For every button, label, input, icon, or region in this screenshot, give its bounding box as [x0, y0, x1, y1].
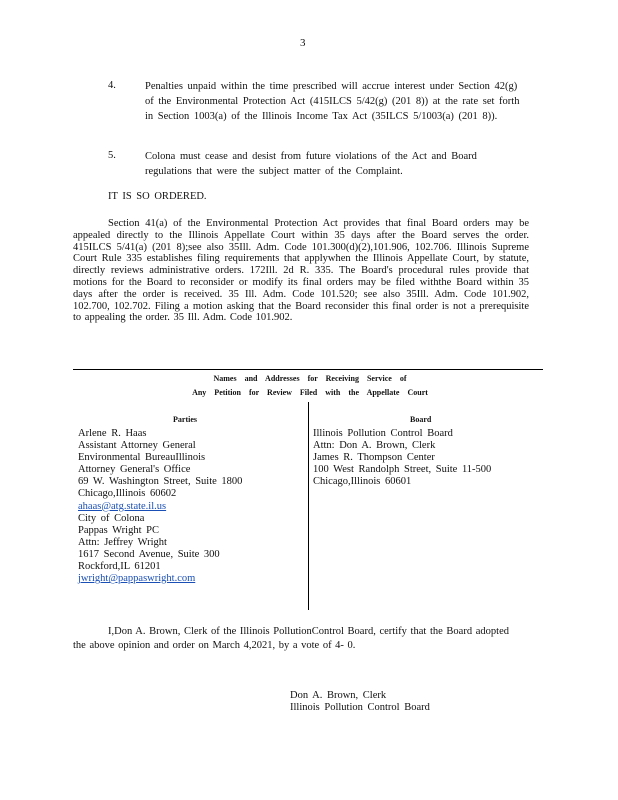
board-line: Chicago,Illinois 60601	[313, 476, 412, 488]
item-number-4: 4.	[108, 80, 116, 91]
table-header-line2: Any Petition for Review Filed with the Appellate Court	[192, 388, 428, 397]
item-number-5: 5.	[108, 150, 116, 161]
parties-line: Rockford,IL 61201	[78, 561, 161, 573]
parties-list	[78, 428, 303, 585]
item-text-4: Penalties unpaid within the time prescribed will accrue interest under Section 42(g) of the Environmental Protection Act (415ILCS 5/42(g) (201 8)) at the rate set forth in Section 1003(a) of the Illinois Income Tax Act (35ILCS 5/1003(a) (201 8)).	[145, 81, 520, 122]
parties-heading: Parties	[173, 415, 197, 424]
parties-line: Chicago,Illinois 60602	[78, 488, 177, 500]
signature-name: Don A. Brown, Clerk	[290, 690, 387, 701]
ordered-statement: IT IS SO ORDERED.	[108, 191, 207, 202]
parties-line: Arlene R. Haas	[78, 428, 147, 439]
table-top-rule	[73, 369, 543, 370]
board-line: 100 West Randolph Street, Suite 11-500	[313, 464, 492, 476]
appeal-paragraph: Section 41(a) of the Environmental Protection Act provides that final Board orders may be appealed directly to the Illinois Appellate Court within 35 days after the Board serves the order. 415ILCS 5/41(a) (201 8);see also 35Ill. Adm. Code 101.300(d)(2),101.906, 102.706. Illinois Supreme Court Rule 335 establishes filing requirements that applywhen the Illinois Appellate Court, by statute, directly reviews administrative orders. 172Ill. 2d R. 335. The Board's procedural rules provide that motions for the Board to reconsider or modify its final orders may be filed withthe Board within 35 days after the order is received. 35 Ill. Adm. Code 101.520; see also 35Ill. Adm. Code 101.902, 102.700, 102.702. Filing a motion asking that the Board reconsider this final order is not a prerequisite to appealing the order. 35 Ill. Adm. Code 101.902.	[73, 218, 529, 324]
page-number: 3	[300, 37, 306, 49]
board-line: Illinois Pollution Control Board	[313, 428, 453, 439]
haas-email-link[interactable]: ahaas@atg.state.il.us	[78, 500, 167, 512]
board-heading: Board	[410, 415, 432, 424]
board-line: James R. Thompson Center	[313, 452, 435, 464]
wright-email-link[interactable]: jwright@pappaswright.com	[78, 573, 196, 585]
signature-block	[290, 690, 430, 715]
signature-title: Illinois Pollution Control Board	[290, 702, 430, 714]
board-line: Attn: Don A. Brown, Clerk	[313, 440, 436, 452]
parties-line: City of Colona	[78, 512, 145, 524]
table-divider	[308, 402, 309, 610]
parties-line: 69 W. Washington Street, Suite 1800	[78, 476, 243, 488]
parties-line: Attorney General's Office	[78, 464, 191, 476]
table-header-line1: Names and Addresses for Receiving Service of	[213, 374, 407, 383]
parties-line: Pappas Wright PC	[78, 524, 159, 536]
parties-line: Assistant Attorney General	[78, 440, 196, 452]
board-address	[313, 428, 538, 488]
certification-paragraph: I,Don A. Brown, Clerk of the Illinois PollutionControl Board, certify that the Board adopted the above opinion and order on March 4,2021, by a vote of 4- 0.	[73, 626, 509, 651]
parties-line: 1617 Second Avenue, Suite 300	[78, 548, 220, 560]
item-text-5: Colona must cease and desist from future violations of the Act and Board regulations that were the subject matter of the Complaint.	[145, 151, 477, 177]
parties-line: Attn: Jeffrey Wright	[78, 536, 167, 548]
parties-line: Environmental BureauIllinois	[78, 452, 206, 464]
